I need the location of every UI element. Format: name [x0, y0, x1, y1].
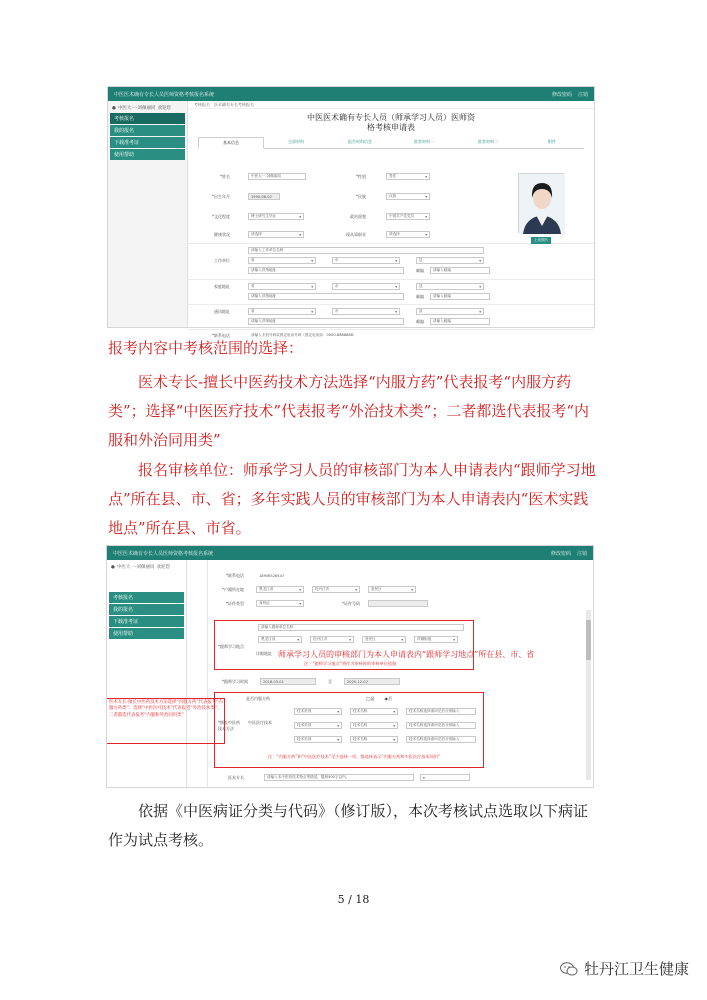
home-address-input[interactable]: 请输入详细地址 [248, 293, 404, 300]
scope-note: 注：“内服方药”和“中医医疗技术”至少选择一项，都选择表示“内服方药和中医医疗技术同用” [268, 754, 441, 759]
row-specialty: 医术专长 请输入本中医药技术特点等描述，限制500字以内。 ▾ [210, 774, 470, 781]
row-employer-region [196, 257, 484, 264]
tech-name-select[interactable]: 技术名称 ▾ [350, 736, 398, 743]
review-unit-paragraph: 报名审核单位：师承学习人员的审核部门为本人申请表内“跟师学习地点”所在县、市、省；多年实践人员的审核部门为本人申请表内“医术实践地点”所在县、市省。 [108, 461, 596, 537]
tech-name-select[interactable]: 技术名称 ▾ [350, 722, 398, 729]
chevron-down-icon: ▾ [411, 587, 413, 592]
user-name: 中医大一-刘佩丽同 [116, 565, 155, 570]
row-home-address [196, 293, 490, 300]
radio-no[interactable]: ◉否 [384, 696, 392, 701]
health-label: 健康状况 [214, 231, 230, 237]
follow-unit-input[interactable]: 请输入跟师单位名称 [258, 624, 464, 631]
follow-end-input[interactable]: 2020-12-07 [344, 678, 400, 685]
form-tabs [198, 137, 584, 149]
pilot-paragraph: 依据《中医病证分类与代码》（修订版），本次考核试点选取以下病证作为试点考核。 [108, 802, 589, 849]
user-welcome: 欢迎您 [157, 106, 172, 111]
tech-name-input[interactable]: 技术名称选择请问完后分别输入 [406, 722, 476, 729]
tab-attachments[interactable]: 附件 [548, 139, 556, 144]
home-label: 家庭地址 [214, 283, 230, 289]
tab-recommend-1[interactable]: 推荐材料一 [414, 139, 434, 144]
tab-basic-info[interactable]: 基本信息 [198, 137, 264, 149]
postcode-input[interactable]: 请输入邮编 [430, 267, 490, 274]
row-id: *证件类型 身份证 ▾ *证件号码 [210, 600, 428, 607]
ethnic-select[interactable]: 汉族 ▾ [386, 193, 430, 200]
chevron-down-icon: ▾ [311, 258, 313, 263]
change-password-link[interactable]: 修改密码 [551, 91, 572, 98]
row-tech-3 [294, 736, 476, 743]
home-postcode-input[interactable]: 请输入邮编 [430, 293, 490, 300]
occupation-label: 现从事职业 [346, 231, 366, 237]
row-tech-1 [294, 708, 476, 715]
chevron-down-icon: ▾ [393, 737, 395, 742]
row-phone: *联系电话 18956526547 [210, 572, 312, 579]
tech-category-select[interactable]: 技术类别 ▾ [294, 736, 342, 743]
contact-postcode-label: 邮编 [416, 318, 424, 324]
chevron-down-icon: ▾ [299, 232, 301, 237]
row-tech-2 [294, 722, 476, 729]
tech-name-input[interactable]: 技术名称选择请问完后分别输入 [406, 736, 476, 743]
chevron-down-icon: ▾ [355, 587, 357, 592]
follow-province-select[interactable]: 黑龙江省 ▾ [258, 636, 302, 643]
chevron-down-icon: ▾ [479, 309, 481, 314]
app-titlebar [108, 87, 594, 101]
scope-paragraph: 医术专长-擅长中医药技术方法选择“内服方药”代表报考“内服方药类”；选择“中医医疗技术”代表报考“外治技术类”；二者都选代表报考“内服和外治同用类” [108, 373, 590, 449]
health-select[interactable]: 请选择 ▾ [248, 231, 304, 238]
chevron-down-icon: ▾ [299, 214, 301, 219]
chevron-down-icon: ▾ [297, 637, 299, 642]
row-internal-medicine: 是否内服方药 ◯是 ◉否 [246, 696, 392, 701]
education-select[interactable]: 博士研究生毕业 ▾ [248, 213, 304, 220]
screenshot-registration-form [107, 86, 595, 338]
row-follow-unit [220, 624, 464, 631]
sidebar [107, 560, 187, 787]
tab-all-materials[interactable]: 全部材料 [288, 139, 304, 144]
birth-input[interactable]: 1990-08-02 [248, 193, 280, 200]
row-follow-region [258, 636, 458, 643]
postcode-label: 邮编 [416, 267, 424, 273]
chevron-down-icon: ▾ [393, 709, 395, 714]
screenshot-follow-study-form [106, 545, 594, 788]
user-welcome: 欢迎您 [156, 565, 171, 570]
user-name: 中医大一-刘佩丽同 [117, 106, 156, 111]
row-employer-name [196, 247, 484, 254]
chevron-down-icon: ▾ [311, 284, 313, 289]
employer-address-input[interactable]: 请输入详细地址 [248, 267, 404, 274]
politics-label: 政治面貌 [350, 213, 366, 219]
contact-postcode-input[interactable]: 请输入邮编 [430, 318, 490, 325]
gender-label: *性别 [356, 173, 366, 179]
idtype-select[interactable]: 身份证 ▾ [256, 600, 304, 607]
follow-district-select[interactable]: 爱民区 ▾ [362, 636, 406, 643]
chevron-down-icon: ▾ [479, 258, 481, 263]
logout-link[interactable]: 注销 [576, 550, 587, 557]
row-education [196, 213, 430, 220]
politics-select[interactable]: 中国共产党党员 ▾ [386, 213, 430, 220]
main-content [207, 560, 593, 787]
app-titlebar [107, 546, 593, 560]
chevron-down-icon: ▾ [299, 601, 301, 606]
wechat-icon [560, 962, 578, 976]
chevron-down-icon: ▾ [425, 194, 427, 199]
page-number: 5 / 18 [337, 893, 370, 906]
province-select[interactable]: 省 ▾ [248, 257, 316, 264]
follow-city-select[interactable]: 牡丹江市 ▾ [310, 636, 354, 643]
person-photo-icon [519, 174, 565, 234]
row-hukou: *户籍所在地 黑龙江省 ▾ 牡丹江市 ▾ 爱民区 ▾ [210, 586, 416, 593]
chevron-down-icon: ▾ [337, 737, 339, 742]
chevron-down-icon: ▾ [299, 587, 301, 592]
chevron-down-icon: ▾ [395, 258, 397, 263]
education-label: *文化程度 [212, 213, 230, 219]
hukou-district-select[interactable]: 爱民区 ▾ [368, 586, 416, 593]
ethnic-label: *民族 [356, 193, 366, 199]
chevron-down-icon: ▾ [337, 723, 339, 728]
contact-label: 通讯地址 [214, 308, 230, 314]
change-password-link[interactable]: 修改密码 [550, 550, 571, 557]
hukou-province-select[interactable]: 黑龙江省 ▾ [256, 586, 304, 593]
scope-heading: 报考内容中考核范围的选择： [108, 339, 304, 357]
sidebar-item-register[interactable]: 考核报名 [109, 592, 184, 603]
specialty-textarea[interactable]: 请输入本中医药技术特点等描述，限制500字以内。 [264, 774, 414, 781]
row-follow-time: *跟师学习时间 2018-03-01 至 2020-12-07 [210, 678, 400, 685]
row-name [196, 173, 430, 180]
home-county-select[interactable]: 县 ▾ [416, 283, 484, 290]
hukou-city-select[interactable]: 牡丹江市 ▾ [312, 586, 360, 593]
scrollbar[interactable] [586, 610, 591, 780]
home-postcode-label: 邮编 [416, 293, 424, 299]
sidebar [108, 101, 188, 327]
applicant-photo [518, 173, 564, 233]
follow-location-note: 注：“跟师学习地点”将作为审核时的审核单位依据 [304, 661, 397, 666]
chevron-down-icon: ▾ [425, 232, 427, 237]
chevron-down-icon: ▾ [395, 309, 397, 314]
chevron-down-icon: ▾ [425, 214, 427, 219]
detail-address-label: 详细地址 [256, 651, 272, 656]
name-input[interactable]: 中医大一-刘佩丽同 [248, 173, 306, 180]
breadcrumb-item[interactable]: 考核报名 [194, 102, 210, 107]
user-info [108, 101, 187, 113]
home-city-select[interactable]: 市 ▾ [332, 283, 400, 290]
city-select[interactable]: 市 ▾ [332, 257, 400, 264]
user-icon: ● [111, 564, 115, 570]
tech-category-select[interactable]: 技术类别 ▾ [294, 722, 342, 729]
form-title: 中医医术确有专长人员（师承学习人员）医师资 格考核申请表 [307, 113, 475, 132]
gender-select[interactable]: 男性 ▾ [386, 173, 430, 180]
chevron-down-icon: ▾ [311, 309, 313, 314]
contact-province-select[interactable]: 省 ▾ [248, 308, 316, 315]
idno-input[interactable] [368, 600, 428, 607]
phone-input[interactable]: 18956526547 [256, 572, 312, 579]
county-select[interactable]: 县 ▾ [416, 257, 484, 264]
logout-link[interactable]: 注销 [577, 91, 588, 98]
tab-recommend-2[interactable]: 推荐材料二 [478, 139, 498, 144]
follow-street-select[interactable]: 祥顺街道 ▾ [414, 636, 458, 643]
row-health [196, 231, 430, 238]
annotation-review-unit: 师承学习人员的审核部门为本人申请表内“跟师学习地点”所在县、市、省 [278, 650, 535, 659]
tech-name-input[interactable]: 技术名称选择请问完后分别输入 [406, 708, 476, 715]
sidebar-item-help[interactable]: 使用帮助 [109, 628, 184, 639]
sidebar-item-admission-ticket[interactable]: 下载准考证 [110, 137, 185, 148]
chevron-down-icon: ▾ [393, 723, 395, 728]
sidebar-item-help[interactable]: 使用帮助 [110, 149, 185, 160]
specialty-select[interactable]: ▾ [420, 774, 470, 781]
sidebar-item-register[interactable]: 考核报名 [110, 113, 185, 124]
row-employer-address [196, 267, 490, 274]
sidebar-item-admission-ticket[interactable]: 下载准考证 [109, 616, 184, 627]
breadcrumb-item: 医术确有专长考核报名 [214, 102, 254, 107]
wechat-brand [560, 958, 689, 979]
chevron-down-icon: ▾ [479, 284, 481, 289]
follow-location-label: *跟师学习地点 [218, 644, 244, 649]
scope-label: *擅长中医药技术方法 [218, 720, 240, 731]
app-title: 中医医术确有专长人员医师资格考核报名系统 [113, 550, 214, 557]
scrollbar-thumb[interactable] [586, 620, 591, 660]
brand-name: 牡丹江卫生健康 [583, 960, 689, 978]
main-content [188, 101, 594, 338]
left-annotation-text: 医术专长-擅长中医药技术方法选择“内服方药”代表报考“内服方药类”；选择“中医医疗技术”代表报考“外治技术类”；二者都选代表报考“内服和外治同用类” [109, 700, 223, 718]
chevron-down-icon: ▾ [425, 174, 427, 179]
home-province-select[interactable]: 省 ▾ [248, 283, 316, 290]
row-birth [196, 193, 430, 200]
employer-input[interactable]: 请输入工作单位名称 [248, 247, 484, 254]
birth-label: *出生年月 [212, 193, 230, 199]
tab-report-materials[interactable]: 报告材料信息 [348, 139, 372, 144]
breadcrumb [188, 101, 594, 109]
employer-label: 工作单位 [214, 257, 230, 263]
user-info [107, 560, 186, 572]
tech-name-select[interactable]: 技术名称 ▾ [350, 708, 398, 715]
contact-county-select[interactable]: 县 ▾ [416, 308, 484, 315]
chevron-down-icon: ▾ [337, 709, 339, 714]
sidebar-item-my-registration[interactable]: 我的报名 [110, 125, 185, 136]
chevron-down-icon: ▾ [453, 637, 455, 642]
chevron-down-icon: ▾ [395, 284, 397, 289]
radio-yes[interactable]: ◯是 [366, 696, 375, 701]
follow-start-input[interactable]: 2018-03-01 [260, 678, 316, 685]
chevron-down-icon: ▾ [349, 637, 351, 642]
row-contact-region [196, 308, 484, 315]
name-label: *姓名 [220, 173, 230, 179]
tech-category-select[interactable]: 技术类别 ▾ [294, 708, 342, 715]
app-title: 中医医术确有专长人员医师资格考核报名系统 [114, 91, 215, 98]
row-contact-address [196, 318, 490, 325]
chevron-down-icon: ▾ [401, 637, 403, 642]
contact-address-input[interactable]: 请输入详细地址 [248, 318, 404, 325]
sidebar-item-my-registration[interactable]: 我的报名 [109, 604, 184, 615]
phone-label: *联系电话 [212, 332, 230, 338]
occupation-select[interactable]: 请选择 ▾ [386, 231, 430, 238]
upload-photo-button[interactable]: 上传照片 [531, 237, 551, 244]
user-icon: ● [112, 105, 116, 111]
row-home-region [196, 283, 484, 290]
phone-input[interactable]: 请输入手机号码或固定电话号码（固定电话如：0000-8888888） [248, 332, 378, 339]
contact-city-select[interactable]: 市 ▾ [332, 308, 400, 315]
tech-label: 中医医疗技术 [248, 720, 272, 725]
